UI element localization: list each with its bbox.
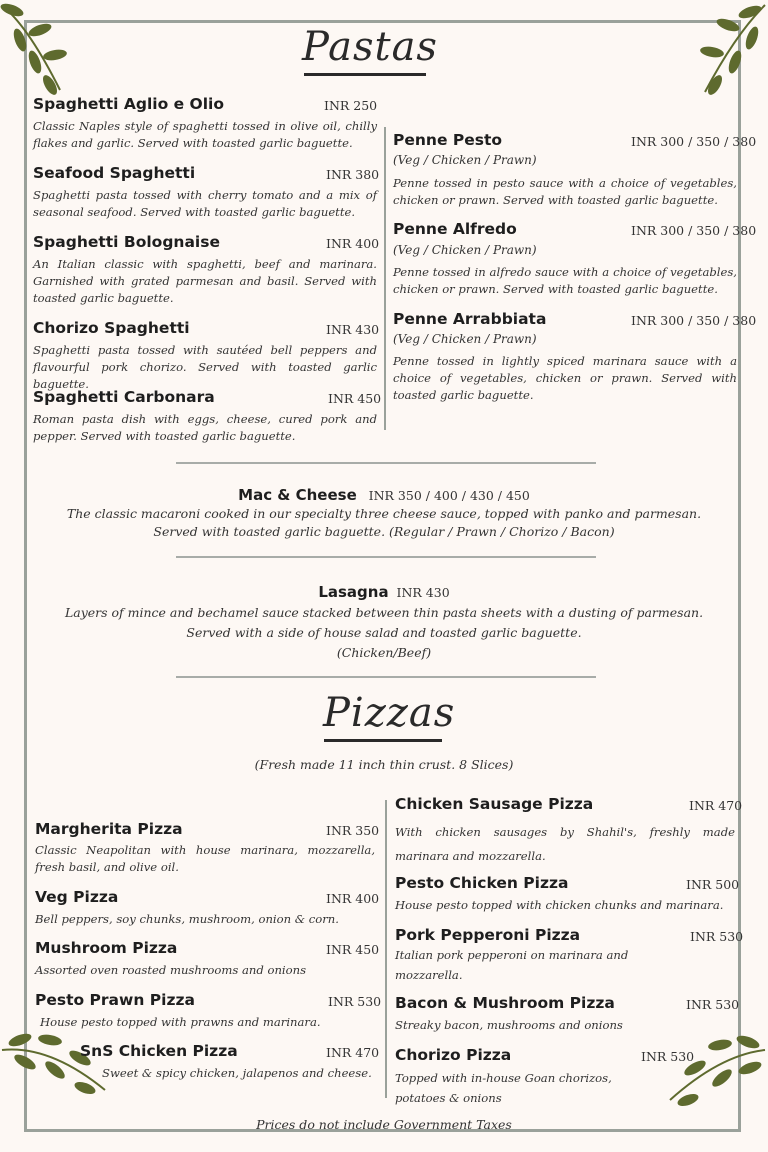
section-divider <box>176 556 596 558</box>
pizzas-heading: Pizzas <box>323 690 456 736</box>
item-name: Mushroom Pizza <box>35 939 178 957</box>
item-price: INR 500 <box>686 877 740 892</box>
item-name: Spaghetti Bolognaise <box>33 233 220 251</box>
item-description: Classic Neapolitan with house marinara, mozzarella, fresh basil, and olive oil. <box>35 843 375 874</box>
item-description: With chicken sausages by Shahil's, freshly made marinara and mozzarella. <box>395 825 735 863</box>
item-name: Chorizo Spaghetti <box>33 319 190 337</box>
item-price: INR 430 <box>326 322 380 337</box>
item-price: INR 350 <box>326 823 380 838</box>
pastas-heading-underline <box>304 73 426 76</box>
item-description: Sweet & spicy chicken, jalapenos and cheese. <box>102 1066 372 1080</box>
item-price: INR 400 <box>326 236 380 251</box>
item-name: Veg Pizza <box>35 888 119 906</box>
item-description: House pesto topped with prawns and marinara. <box>40 1015 321 1029</box>
item-description: Spaghetti pasta tossed with sautéed bell peppers and flavourful pork chorizo. Served with toasted garlic baguette. <box>33 343 377 391</box>
item-name: Penne Pesto <box>393 131 503 149</box>
item-name: Spaghetti Carbonara <box>33 388 215 406</box>
item-options: (Veg / Chicken / Prawn) <box>393 332 537 346</box>
item-description: The classic macaroni cooked in our specialty three cheese sauce, topped with panko and parmesan. <box>66 506 702 521</box>
item-name: Lasagna <box>318 583 389 601</box>
menu-item-mac-and-cheese <box>30 486 738 541</box>
section-divider <box>176 676 596 678</box>
item-description: Penne tossed in pesto sauce with a choice of vegetables, chicken or prawn. Served with toasted garlic baguette. <box>393 176 737 207</box>
item-price: INR 450 <box>326 942 380 957</box>
item-price: INR 250 <box>324 98 378 113</box>
item-description: Served with a side of house salad and toasted garlic baguette. <box>186 625 582 640</box>
leaf-branch-icon <box>690 0 768 100</box>
item-options: (Veg / Chicken / Prawn) <box>393 243 537 257</box>
item-description: Layers of mince and bechamel sauce stacked between thin pasta sheets with a dusting of parmesan. <box>64 605 704 620</box>
tax-disclaimer: Prices do not include Government Taxes <box>256 1117 512 1132</box>
item-name: Mac & Cheese <box>238 486 357 504</box>
item-name: Pesto Chicken Pizza <box>395 874 569 892</box>
item-price: INR 530 <box>690 929 744 944</box>
item-description: Served with toasted garlic baguette. (Regular / Prawn / Chorizo / Bacon) <box>153 524 615 539</box>
item-name: SnS Chicken Pizza <box>80 1042 238 1060</box>
pizzas-heading-underline <box>324 739 442 742</box>
item-description: Spaghetti pasta tossed with cherry tomato and a mix of seasonal seafood. Served with toasted garlic baguette. <box>33 188 377 219</box>
item-description: Bell peppers, soy chunks, mushroom, onion & corn. <box>35 912 339 926</box>
section-divider <box>176 462 596 464</box>
item-description: Roman pasta dish with eggs, cheese, cured pork and pepper. Served with toasted garlic baguette. <box>33 412 377 443</box>
leaf-branch-icon <box>0 0 80 100</box>
item-description: Penne tossed in lightly spiced marinara sauce with a choice of vegetables, chicken or prawn. Served with toasted garlic baguette. <box>393 354 737 402</box>
item-description: House pesto topped with chicken chunks and marinara. <box>395 898 724 912</box>
item-options: (Veg / Chicken / Prawn) <box>393 153 537 167</box>
leaf-branch-icon <box>0 1030 110 1100</box>
item-price: INR 470 <box>689 798 743 813</box>
item-name: Penne Arrabbiata <box>393 310 547 328</box>
item-description: An Italian classic with spaghetti, beef and marinara. Garnished with grated parmesan and basil. Served with toasted garlic baguette. <box>33 257 377 305</box>
pasta-column-divider <box>384 127 386 430</box>
item-options: (Chicken/Beef) <box>336 645 432 660</box>
item-description: Streaky bacon, mushrooms and onions <box>395 1018 623 1032</box>
item-price: INR 380 <box>326 167 380 182</box>
item-name: Pork Pepperoni Pizza <box>395 926 581 944</box>
leaf-branch-icon <box>660 1030 768 1110</box>
item-name: Penne Alfredo <box>393 220 517 238</box>
item-price: INR 350 / 400 / 430 / 450 <box>368 488 530 503</box>
item-name: Pesto Prawn Pizza <box>35 991 195 1009</box>
item-description: Assorted oven roasted mushrooms and onions <box>35 963 307 977</box>
item-price: INR 300 / 350 / 380 <box>631 134 757 149</box>
item-price: INR 400 <box>326 891 380 906</box>
item-name: Chicken Sausage Pizza <box>395 795 594 813</box>
item-name: Margherita Pizza <box>35 820 183 838</box>
item-price: INR 430 <box>396 585 450 600</box>
item-description: Topped with in-house Goan chorizos, potatoes & onions <box>395 1071 612 1105</box>
item-price: INR 530 <box>641 1049 695 1064</box>
item-price: INR 530 <box>686 997 740 1012</box>
item-price: INR 470 <box>326 1045 380 1060</box>
item-description: Classic Naples style of spaghetti tossed in olive oil, chilly flakes and garlic. Served with toasted garlic baguette. <box>33 119 377 150</box>
pastas-heading: Pastas <box>302 24 438 70</box>
item-price: INR 450 <box>328 391 382 406</box>
pizza-crust-note: (Fresh made 11 inch thin crust. 8 Slices) <box>254 757 514 772</box>
item-price: INR 300 / 350 / 380 <box>631 223 757 238</box>
item-price: INR 300 / 350 / 380 <box>631 313 757 328</box>
item-name: Bacon & Mushroom Pizza <box>395 994 615 1012</box>
pizza-column-divider <box>385 800 387 1098</box>
item-description: Penne tossed in alfredo sauce with a choice of vegetables, chicken or prawn. Served with toasted garlic baguette. <box>393 265 737 296</box>
item-description: Italian pork pepperoni on marinara and mozzarella. <box>395 948 629 982</box>
item-price: INR 530 <box>328 994 382 1009</box>
item-name: Spaghetti Aglio e Olio <box>33 95 225 113</box>
item-name: Seafood Spaghetti <box>33 164 196 182</box>
item-name: Chorizo Pizza <box>395 1046 512 1064</box>
menu-item-lasagna <box>30 582 738 663</box>
